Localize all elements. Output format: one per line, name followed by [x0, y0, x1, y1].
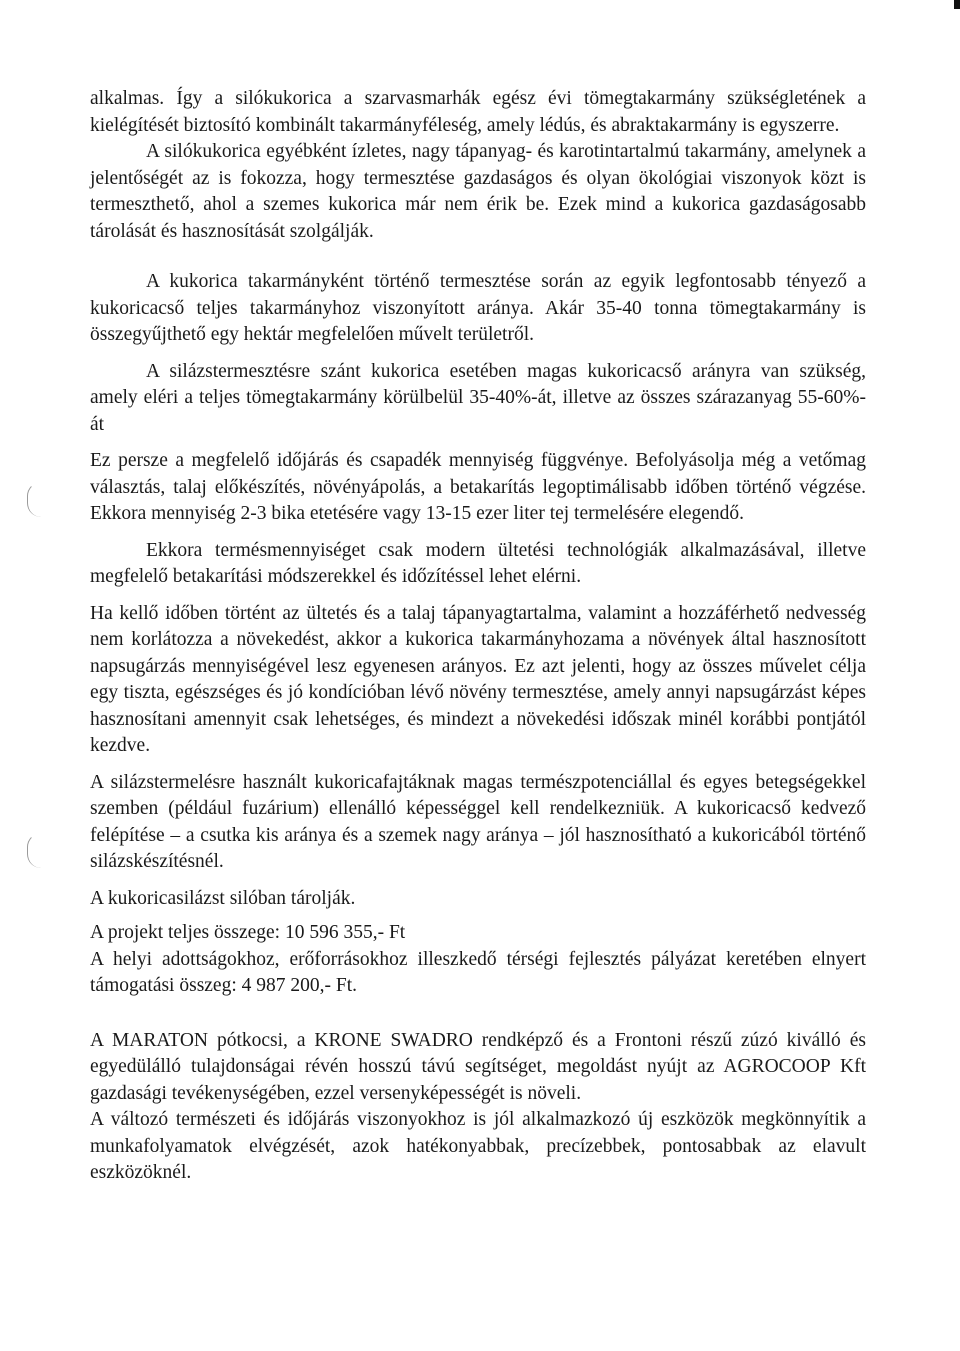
paragraph: A silókukorica egyébként ízletes, nagy tápanyag- és karotintartalmú takarmány, amelynek a jelentőségét az is fokozza, hogy termesztése gazdaságos és olyan ökológiai viszonyok közt is termeszthető, ahol a szemes kukorica már nem érik be. Ezek mind a kukorica gazdaságosabb tárolását és hasznosítását szolgálják.	[90, 141, 866, 242]
paragraph: A kukoricasilázst silóban tárolják.	[90, 887, 356, 909]
grant-amount: A helyi adottságokhoz, erőforrásokhoz illeszkedő térségi fejlesztés pályázat keretében elnyert támogatási összeg: 4 987 200,- Ft.	[90, 948, 866, 996]
scan-corner-mark	[954, 0, 960, 9]
paragraph: Ez persze a megfelelő időjárás és csapadék mennyiség függvénye. Befolyásolja még a vetőmag választás, talaj előkészítés, növényápolás, a betakarítás legoptimálisabb időben történő végzése. Ekkora mennyiség 2-3 bika etetésére vagy 13-15 ezer liter tej termelésére elegendő.	[90, 450, 866, 524]
paragraph: A MARATON pótkocsi, a KRONE SWADRO rendképző és a Frontoni részű zúzó kiválló és egyedülálló tulajdonságai révén hosszú távú segítséget, megoldást nyújt az AGROCOOP Kft gazdasági tevékenységében, ezzel versenyképességét is növeli.	[90, 1029, 866, 1104]
paragraph: A silázstermesztésre szánt kukorica esetében magas kukoricacső arányra van szükség, amely eléri a teljes tömegtakarmány körülbelül 35-40%-át, illetve az összes szárazanyag 55-60%-át	[90, 360, 866, 435]
paragraph: A kukorica takarmányként történő termesztése során az egyik legfontosabb tényező a kukoricacső teljes takarmányhoz viszonyított aránya. Akár 35-40 tonna tömegtakarmány is összegyűjthető egy hektár megfelelően művelt területről.	[90, 271, 866, 345]
paragraph: alkalmas. Így a silókukorica a szarvasmarhák egész évi tömegtakarmány szükségletének a kielégítését biztosító kombinált takarmányféleség, amely lédús, és abraktakarmány is egyszerre.	[90, 88, 866, 136]
paragraph: Ekkora termésmennyiséget csak modern ültetési technológiák alkalmazásával, illetve megfelelő betakarítási módszerekkel és időzítéssel lehet elérni.	[90, 539, 866, 587]
paragraph: Ha kellő időben történt az ültetés és a talaj tápanyagtartalma, valamint a hozzáférhető nedvesség nem korlátozza a növekedést, akkor a kukorica takarmányhozama a növények által hasznosított napsugárzás mennyiségével lesz egyenesen arányos. Ez azt jelenti, hogy az összes művelet célja egy tiszta, egészséges és jó kondícióban lévő növény termesztése, amely annyi napsugárzást képes hasznosítani amennyit csak lehetséges, és mindezt a növekedési időszak minél korábbi pontjától kezdve.	[90, 602, 866, 756]
paragraph: A silázstermelésre használt kukoricafajtáknak magas természpotenciállal és egyes betegségekkel szemben (például fuzárium) ellenálló képességgel kell rendelkezniük. A kukoricacső kedvező felépítése – a csutka kis aránya és a szemek nagy aránya – jól hasznosítható a kukoricából történő silázskészítésnél.	[90, 771, 866, 872]
paragraph: A változó természeti és időjárás viszonyokhoz is jól alkalmazkozó új eszközök megkönnyítik a munkafolyamatok elvégzését, azok hatékonyabbak, precízebbek, pontosabbak az elavult eszközöknél.	[90, 1109, 866, 1183]
project-total: A projekt teljes összege: 10 596 355,- Ft	[90, 922, 406, 943]
document-body	[90, 86, 866, 1187]
punch-hole-mark	[27, 482, 42, 517]
punch-hole-mark	[27, 833, 42, 868]
